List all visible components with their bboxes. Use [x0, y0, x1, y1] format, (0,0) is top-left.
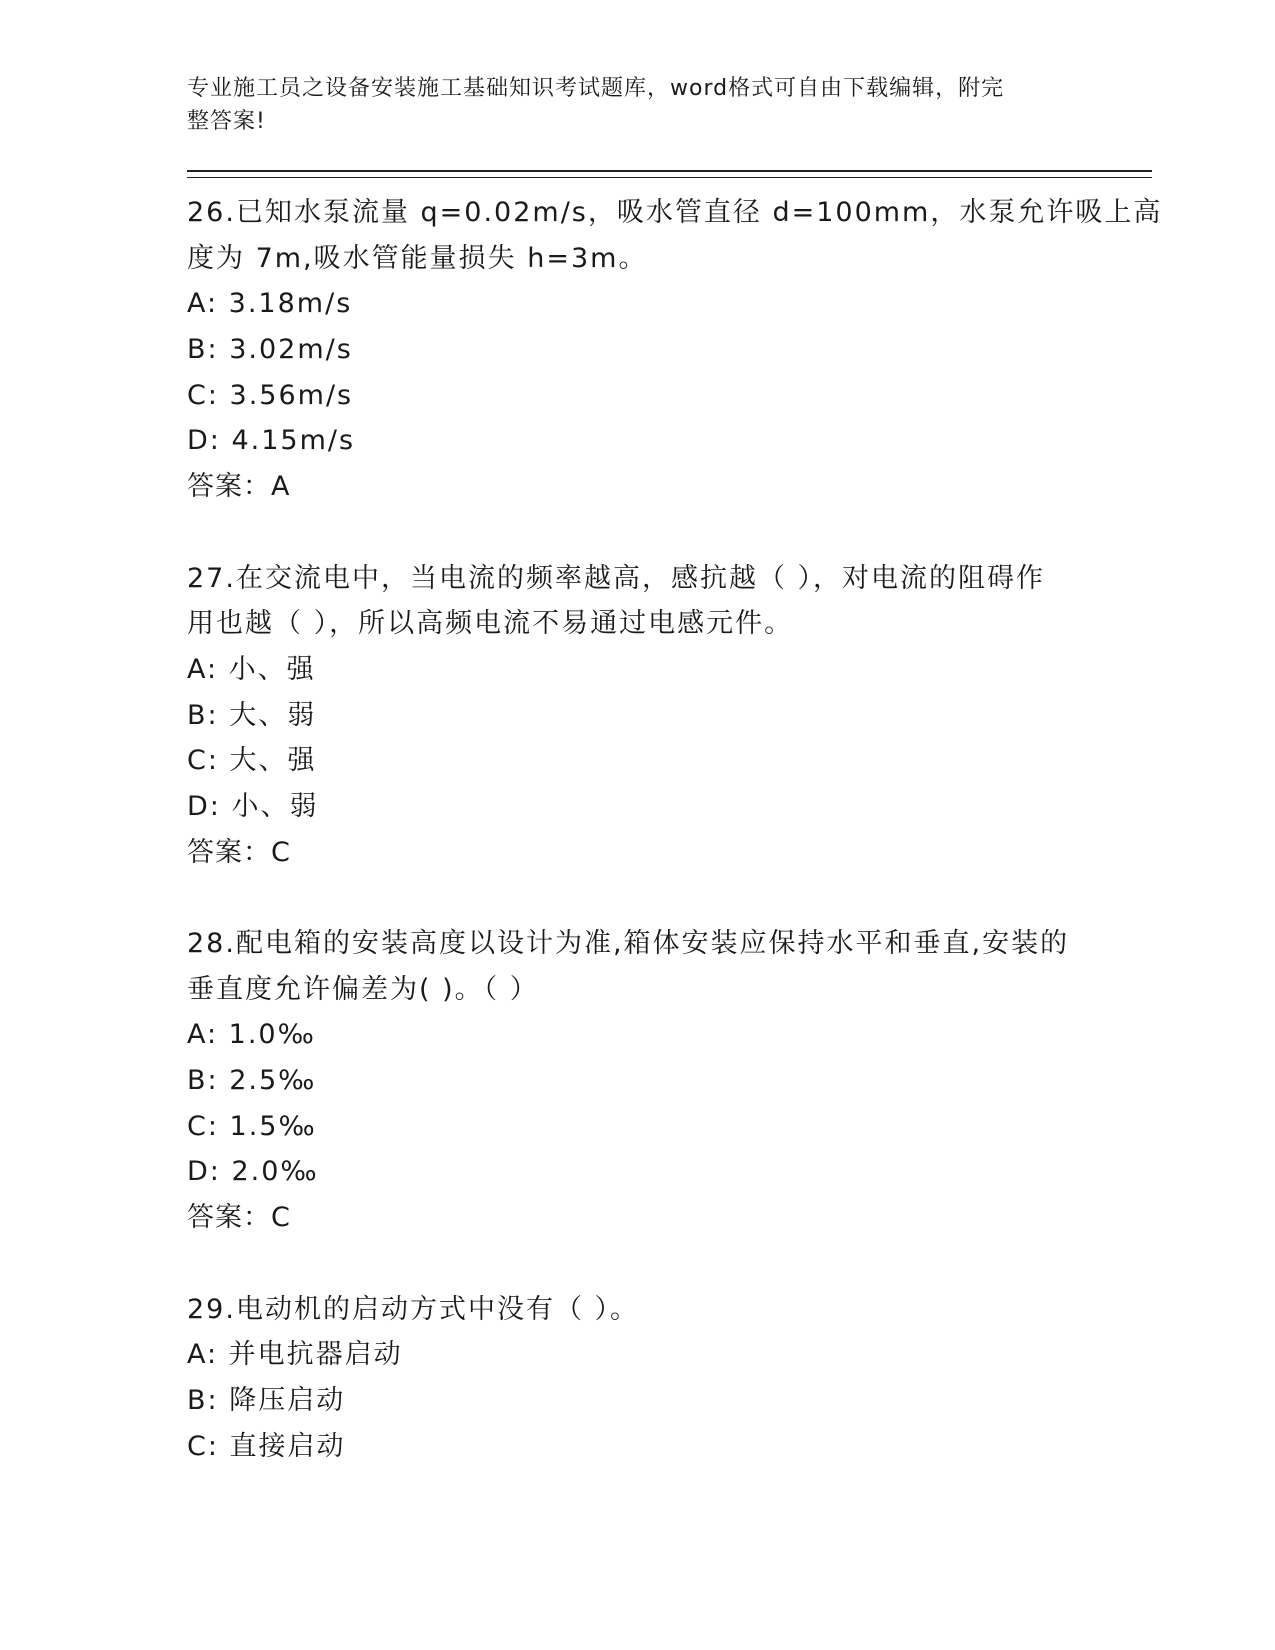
header-line-2: 整答案! [187, 109, 266, 134]
answer: 答案：C [187, 1202, 291, 1234]
question-stem-continued: 度为 7m,吸水管能量损失 h=3m。 [187, 242, 648, 274]
option-a: A: 并电抗器启动 [187, 1339, 403, 1371]
header-divider-bottom [187, 177, 1152, 178]
option-a: A: 小、强 [187, 653, 316, 685]
option-c: C: 3.56m/s [187, 379, 354, 411]
question-stem: 29.电动机的启动方式中没有（ ）。 [187, 1293, 640, 1325]
option-a: A: 1.0‰ [187, 1019, 316, 1051]
option-d: D: 4.15m/s [187, 425, 356, 457]
question-stem: 27.在交流电中，当电流的频率越高，感抗越（ ），对电流的阻碍作 [187, 562, 1046, 594]
header-line-1: 专业施工员之设备安装施工基础知识考试题库，word格式可自由下载编辑，附完 [187, 76, 1005, 101]
option-d: D: 小、弱 [187, 790, 319, 822]
answer: 答案：C [187, 836, 291, 868]
question-stem: 28.配电箱的安装高度以设计为准,箱体安装应保持水平和垂直,安装的 [187, 928, 1070, 959]
option-c: C: 直接启动 [187, 1430, 346, 1462]
question-26 [187, 190, 1163, 510]
answer: 答案：A [187, 471, 291, 503]
question-28 [187, 921, 1087, 1241]
option-b: B: 2.5‰ [187, 1065, 317, 1097]
option-d: D: 2.0‰ [187, 1156, 319, 1188]
header-divider-top [187, 170, 1152, 172]
option-a: A: 3.18m/s [187, 288, 353, 320]
question-29 [187, 1287, 1087, 1470]
question-stem-continued: 垂直度允许偏差为( )。（ ） [187, 973, 539, 1005]
spacer [187, 1241, 1087, 1287]
spacer [187, 510, 1087, 556]
option-c: C: 1.5‰ [187, 1110, 317, 1142]
question-stem-continued: 用也越（ ），所以高频电流不易通过电感元件。 [187, 608, 794, 640]
question-27 [187, 556, 1087, 876]
option-c: C: 大、强 [187, 745, 317, 777]
option-b: B: 3.02m/s [187, 334, 353, 366]
question-list [187, 190, 1163, 1469]
option-b: B: 大、弱 [187, 699, 317, 731]
document-header [187, 72, 1067, 138]
option-b: B: 降压启动 [187, 1384, 346, 1416]
question-stem: 26.已知水泵流量 q=0.02m/s，吸水管直径 d=100mm，水泵允许吸上高 [187, 197, 1163, 228]
spacer [187, 875, 1087, 921]
